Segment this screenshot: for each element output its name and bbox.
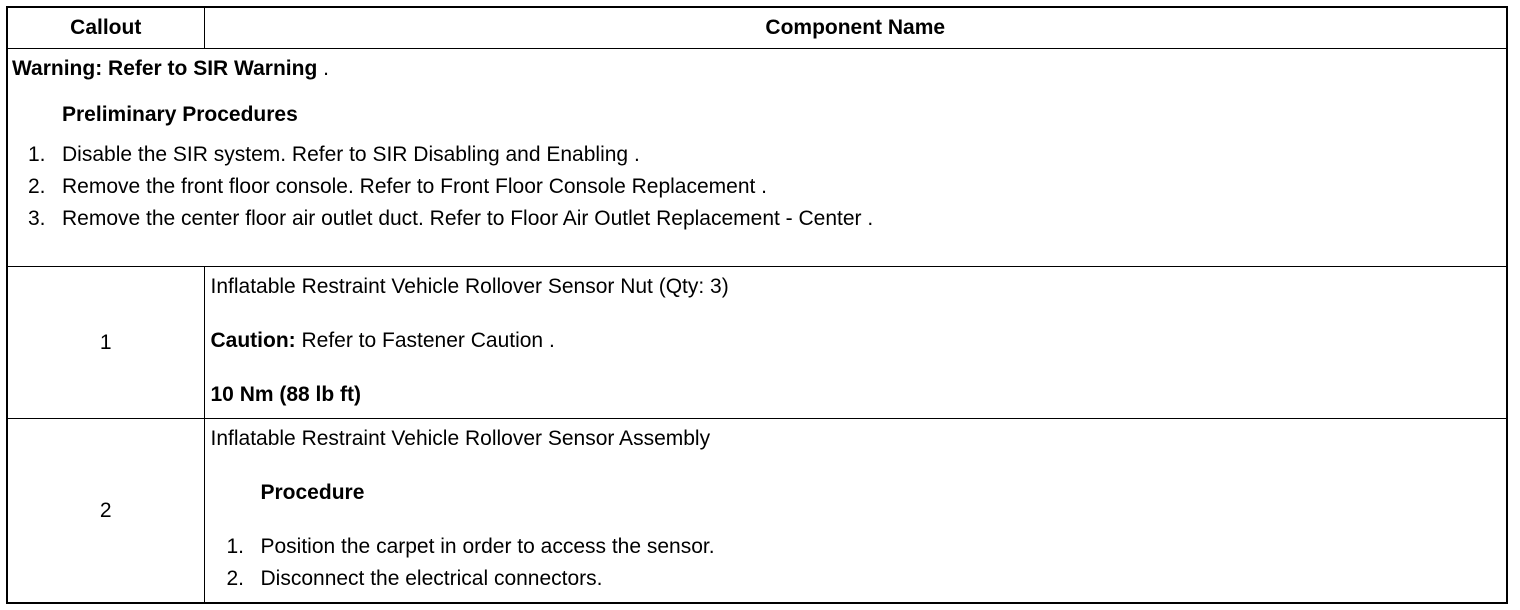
- callout-number: 1: [8, 267, 204, 419]
- intro-row: [8, 49, 1506, 267]
- step-number: 3.: [28, 207, 46, 230]
- component-cell: [204, 267, 1506, 419]
- warning-suffix: .: [317, 57, 329, 80]
- table-header-row: [8, 8, 1506, 49]
- procedure-document: [6, 6, 1508, 604]
- procedure-steps-list: [211, 535, 1507, 591]
- component-cell: [204, 419, 1506, 603]
- step-number: 1.: [226, 535, 245, 558]
- list-item: [12, 175, 1506, 199]
- component-name: Inflatable Restraint Vehicle Rollover Sensor Assembly: [210, 427, 711, 450]
- list-item: [12, 143, 1506, 167]
- procedure-heading: Procedure: [260, 481, 365, 504]
- caution-notice: [211, 329, 1507, 353]
- step-number: 2.: [226, 567, 245, 590]
- step-text: Remove the center floor air outlet duct. Refer to Floor Air Outlet Replacement - Center .: [62, 207, 874, 230]
- step-text: Remove the front floor console. Refer to Front Floor Console Replacement .: [62, 175, 767, 198]
- caution-text: Refer to Fastener Caution .: [295, 329, 555, 352]
- step-text: Disable the SIR system. Refer to SIR Disabling and Enabling .: [62, 143, 640, 166]
- step-text: Disconnect the electrical connectors.: [260, 567, 603, 590]
- torque-spec: 10 Nm (88 lb ft): [210, 383, 362, 406]
- caution-label: Caution:: [210, 329, 296, 352]
- step-number: 2.: [28, 175, 46, 198]
- table-row: [8, 419, 1506, 603]
- step-text: Position the carpet in order to access the sensor.: [260, 535, 715, 558]
- step-number: 1.: [28, 143, 46, 166]
- component-name: Inflatable Restraint Vehicle Rollover Sensor Nut (Qty: 3): [210, 275, 729, 298]
- component-name-column-header: Component Name: [204, 8, 1506, 49]
- callout-number: 2: [8, 419, 204, 603]
- list-item: [12, 207, 1506, 231]
- list-item: [211, 567, 1507, 591]
- preliminary-steps-list: [12, 143, 1506, 231]
- intro-cell: [8, 49, 1506, 267]
- preliminary-procedures-heading: Preliminary Procedures: [62, 103, 298, 126]
- callout-column-header: Callout: [8, 8, 204, 49]
- warning-notice: [12, 57, 1506, 81]
- warning-label: Warning: Refer to SIR Warning: [12, 57, 318, 80]
- table-row: [8, 267, 1506, 419]
- list-item: [211, 535, 1507, 559]
- component-table: [8, 8, 1506, 602]
